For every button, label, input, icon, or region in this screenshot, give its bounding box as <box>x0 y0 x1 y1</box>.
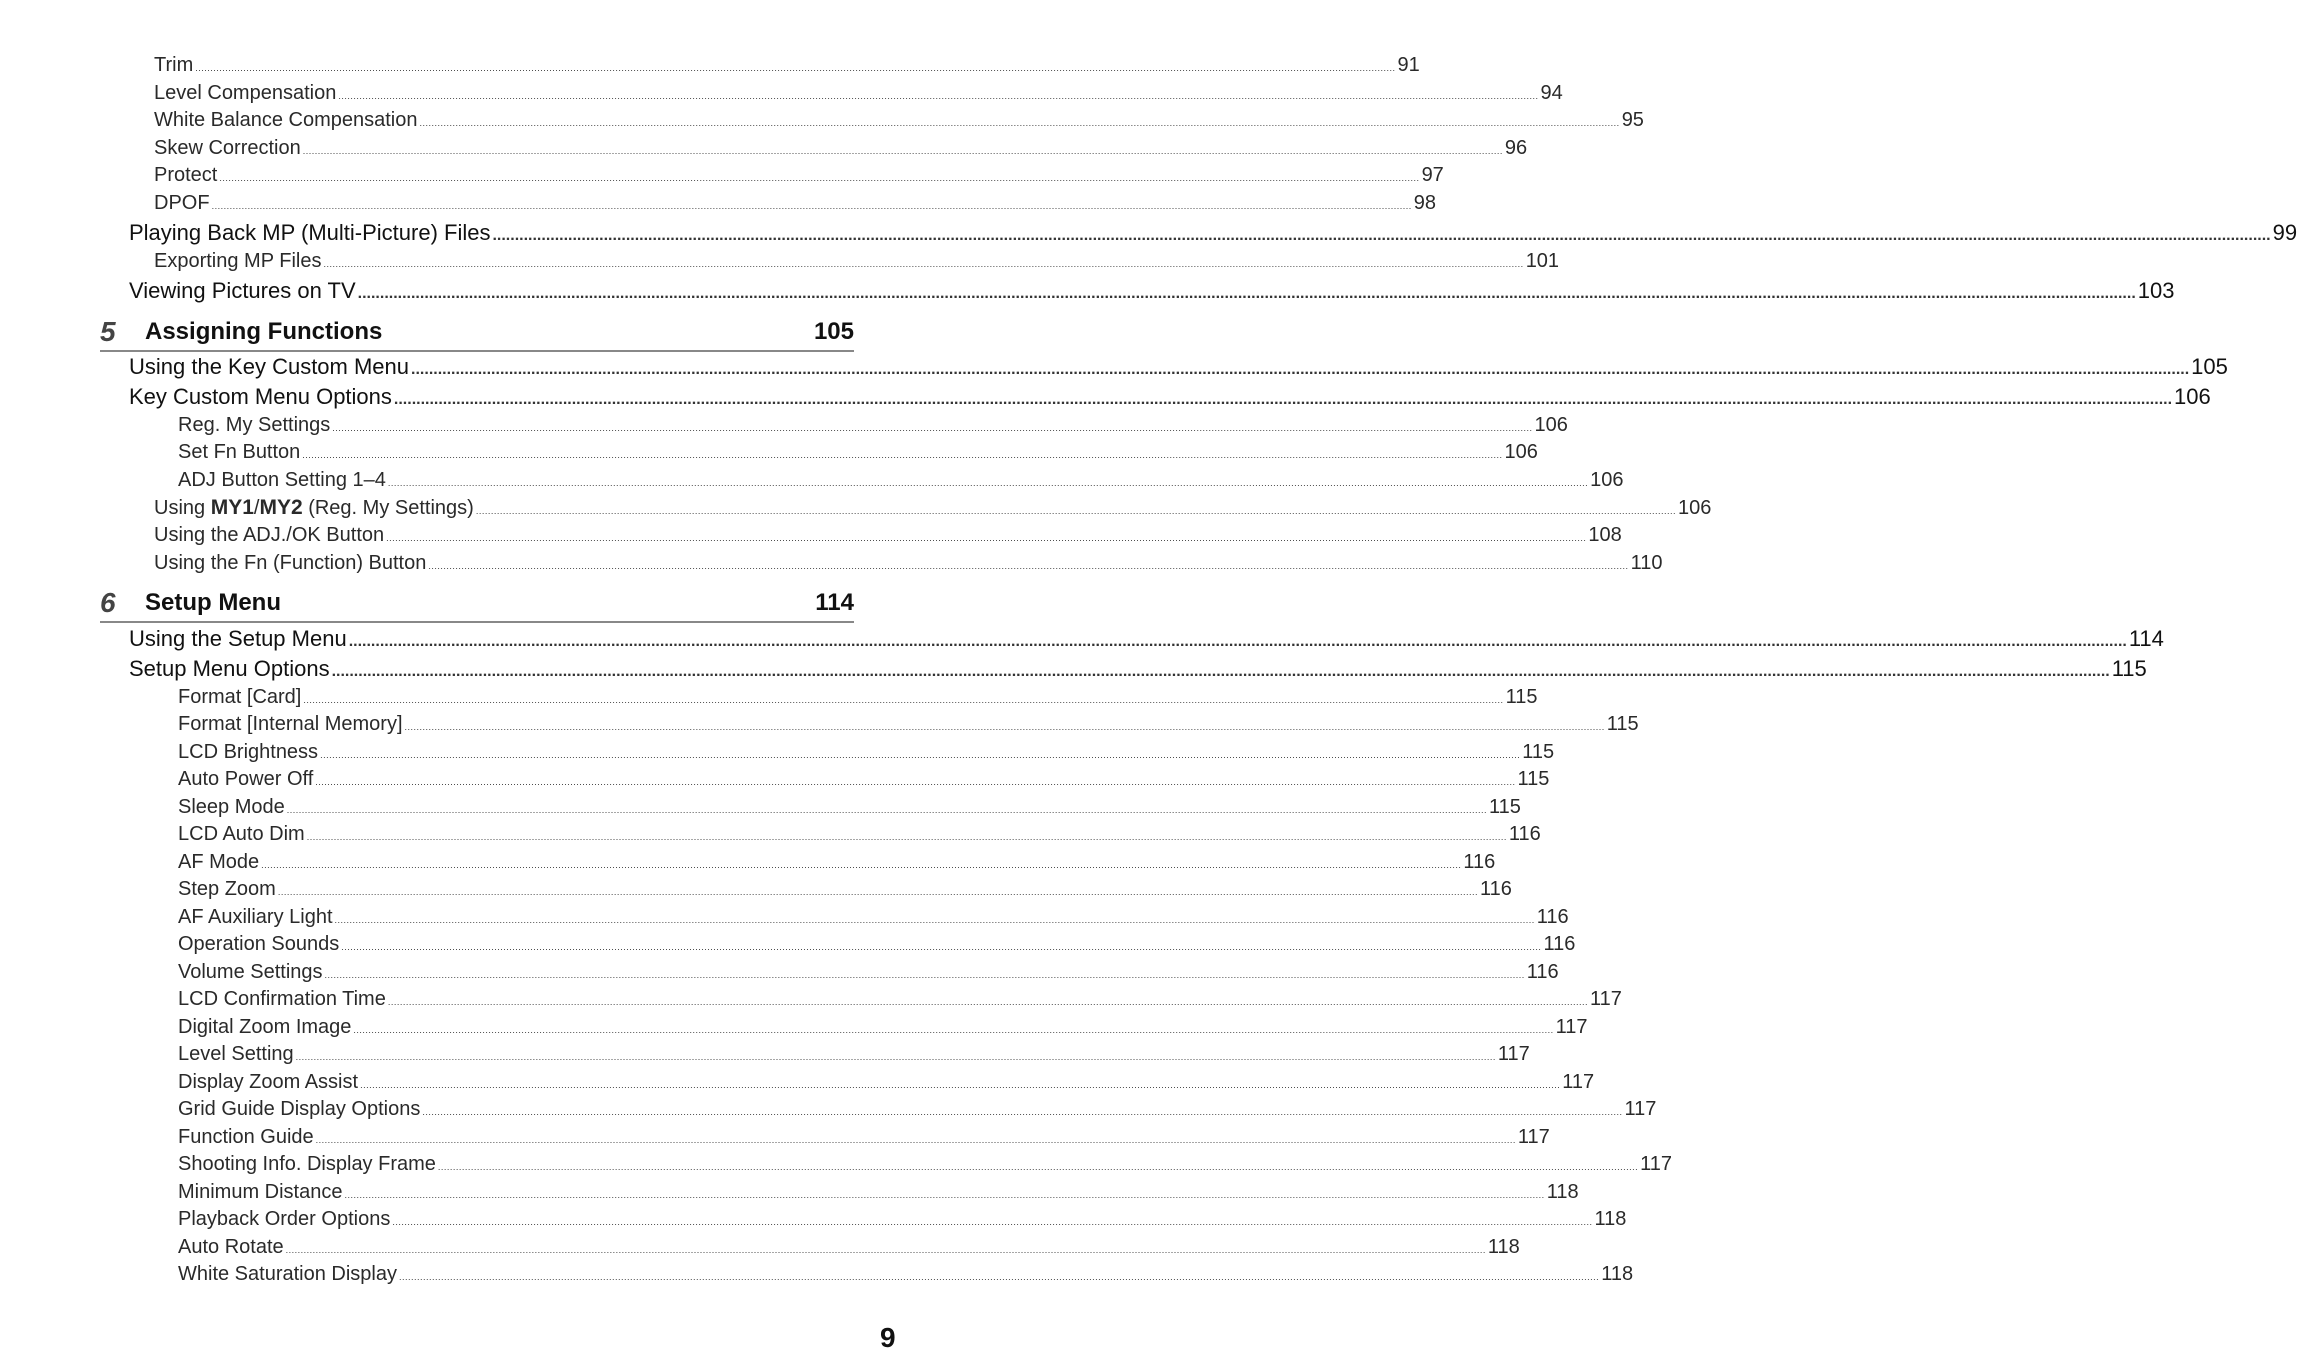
entry-page: 101 <box>1525 250 1560 272</box>
entry-title: Auto Power Off <box>178 768 314 790</box>
entry-page: 115 <box>1606 713 1639 735</box>
entry-page: 118 <box>1487 1236 1520 1258</box>
page-number: 9 <box>880 1322 896 1353</box>
leader-dots: ................................................................................................................................................................................................................................................................................................................................................................................................................ <box>320 750 1521 760</box>
toc-entry[interactable] <box>178 823 1541 846</box>
entry-page: 105 <box>2191 354 2228 379</box>
leader-dots: ................................................................................................................................................................................................................................................................................................................................................................................................................ <box>306 832 1507 842</box>
entry-title: Grid Guide Display Options <box>178 1098 421 1120</box>
toc-entry[interactable] <box>178 441 1538 464</box>
chapter-title: Assigning Functions <box>145 318 383 345</box>
leader-dots: ................................................................................................................................................................................................................................................................................................................................................................................................................ <box>386 533 1587 543</box>
toc-entry[interactable] <box>178 1098 1657 1121</box>
leader-dots: ................................................................................................................................................................................................................................................................................................................................................................................................................ <box>419 118 1620 128</box>
entry-title: AF Auxiliary Light <box>178 906 333 928</box>
chapter-number: 5 <box>100 316 116 347</box>
toc-entry[interactable] <box>178 988 1622 1011</box>
entry-page: 108 <box>1588 524 1622 546</box>
entry-title: Set Fn Button <box>178 441 301 463</box>
entry-title: Reg. My Settings <box>178 414 331 436</box>
entry-title: Playback Order Options <box>178 1208 391 1230</box>
slash: / <box>253 497 260 519</box>
leader-dots: ................................................................................................................................................................................................................................................................................................................................................................................................................ <box>211 201 1412 211</box>
toc-entry[interactable] <box>154 137 1528 160</box>
leader-dots: ................................................................................................................................................................................................................................................................................................................................................................................................................ <box>303 695 1504 705</box>
leader-dots: ................................................................................................................................................................................................................................................................................................................................................................................................................ <box>398 1272 1600 1282</box>
entry-title: Using the Key Custom Menu <box>129 354 410 379</box>
leader-dots: ................................................................................................................................................................................................................................................................................................................................................................................................................ <box>315 1135 1516 1145</box>
entry-title: Exporting MP Files <box>154 250 322 272</box>
entry-page: 116 <box>1463 851 1496 873</box>
chapter-page: 114 <box>815 589 854 616</box>
chapter-page: 105 <box>813 318 854 345</box>
entry-title: White Balance Compensation <box>154 109 418 131</box>
entry-title: DPOF <box>154 192 210 214</box>
entry-title: Key Custom Menu Options <box>129 384 392 409</box>
leader-dots: ................................................................................................................................................................................................................................................................................................................................................................................................................ <box>323 259 1524 269</box>
entry-title: White Saturation Display <box>178 1263 397 1285</box>
entry-title: Using the Setup Menu <box>129 626 347 651</box>
entry-page: 117 <box>1640 1153 1672 1175</box>
toc-entry[interactable] <box>178 768 1550 791</box>
leader-dots: ................................................................................................................................................................................................................................................................................................................................................................................................................ <box>286 805 1487 815</box>
leader-dots: ................................................................................................................................................................................................................................................................................................................................................................................................................ <box>261 860 1462 870</box>
toc-entry[interactable] <box>178 1263 1634 1286</box>
toc-entry[interactable] <box>178 1236 1520 1259</box>
toc-entry[interactable] <box>154 82 1563 105</box>
toc-entry[interactable] <box>129 220 2297 246</box>
entry-page: 117 <box>1624 1098 1657 1120</box>
entry-title: Viewing Pictures on TV <box>129 278 356 303</box>
toc-entry[interactable] <box>178 1153 1672 1176</box>
entry-page: 110 <box>1630 552 1663 574</box>
leader-dots: ................................................................................................................................................................................................................................................................................................................................................................................................................ <box>387 478 1589 488</box>
leader-dots: ................................................................................................................................................................................................................................................................................................................................................................................................................ <box>353 1025 1554 1035</box>
entry-page: 117 <box>1555 1016 1588 1038</box>
toc-entry[interactable] <box>178 796 1521 819</box>
my1-label: MY1 <box>210 496 254 519</box>
toc-entry[interactable] <box>178 1071 1595 1094</box>
entry-page: 115 <box>1517 768 1550 790</box>
entry-title: Volume Settings <box>178 961 323 983</box>
entry-title: Minimum Distance <box>178 1181 343 1203</box>
toc-entry[interactable] <box>154 164 1444 187</box>
toc-entry[interactable] <box>178 1208 1627 1231</box>
toc-entry[interactable] <box>154 192 1437 215</box>
entry-title: Sleep Mode <box>178 796 285 818</box>
entry-page: 118 <box>1601 1263 1634 1285</box>
toc-entry[interactable] <box>129 656 2147 682</box>
entry-page: 106 <box>2174 384 2211 409</box>
toc-entry[interactable] <box>178 1043 1530 1066</box>
entry-page: 103 <box>2137 278 2175 303</box>
toc-entry[interactable] <box>178 906 1569 929</box>
entry-title: Function Guide <box>178 1126 314 1148</box>
leader-dots: ................................................................................................................................................................................................................................................................................................................................................................................................................ <box>428 561 1629 571</box>
leader-dots: ................................................................................................................................................................................................................................................................................................................................................................................................................ <box>285 1245 1486 1255</box>
leader-dots: ................................................................................................................................................................................................................................................................................................................................................................................................................ <box>332 423 1533 433</box>
entry-page: 94 <box>1540 82 1563 104</box>
entry-title: Level Compensation <box>154 82 337 104</box>
leader-dots: ................................................................................................................................................................................................................................................................................................................................................................................................................ <box>437 1162 1639 1172</box>
toc-entry[interactable] <box>154 54 1420 77</box>
toc-entry[interactable] <box>129 384 2211 410</box>
toc-entry[interactable] <box>178 1181 1579 1204</box>
entry-title: Step Zoom <box>178 878 276 900</box>
chapter-number: 6 <box>100 587 116 618</box>
leader-dots: ................................................................................................................................................................................................................................................................................................................................................................................................................ <box>393 391 2173 408</box>
leader-dots: ................................................................................................................................................................................................................................................................................................................................................................................................................ <box>492 227 2271 244</box>
entry-page: 114 <box>2128 626 2164 651</box>
toc-entry[interactable] <box>178 878 1512 901</box>
my2-label: MY2 <box>259 496 303 519</box>
entry-title: Format [Internal Memory] <box>178 713 403 735</box>
entry-page: 96 <box>1504 137 1528 159</box>
toc-entry[interactable] <box>178 961 1559 984</box>
leader-dots: ................................................................................................................................................................................................................................................................................................................................................................................................................ <box>302 146 1503 156</box>
leader-dots: ................................................................................................................................................................................................................................................................................................................................................................................................................ <box>334 915 1535 925</box>
toc-entry[interactable] <box>154 250 1560 273</box>
entry-page: 95 <box>1621 109 1644 131</box>
leader-dots: ................................................................................................................................................................................................................................................................................................................................................................................................................ <box>404 722 1605 732</box>
toc-entry[interactable] <box>178 1016 1588 1039</box>
entry-page: 99 <box>2272 220 2297 245</box>
toc-entry[interactable] <box>178 414 1568 437</box>
entry-title: Digital Zoom Image <box>178 1016 352 1038</box>
toc-entry[interactable] <box>178 686 1538 709</box>
entry-page: 97 <box>1421 164 1444 186</box>
leader-dots: ................................................................................................................................................................................................................................................................................................................................................................................................................ <box>475 506 1677 516</box>
entry-title: LCD Brightness <box>178 741 319 763</box>
toc-entry[interactable] <box>178 1126 1550 1149</box>
entry-page: 91 <box>1397 54 1420 76</box>
leader-dots: ................................................................................................................................................................................................................................................................................................................................................................................................................ <box>387 997 1589 1007</box>
leader-dots: ................................................................................................................................................................................................................................................................................................................................................................................................................ <box>348 633 2127 650</box>
entry-page: 106 <box>1678 497 1712 519</box>
entry-title: Auto Rotate <box>178 1236 284 1258</box>
entry-title: Level Setting <box>178 1043 294 1065</box>
entry-page: 98 <box>1413 192 1437 214</box>
leader-dots: ................................................................................................................................................................................................................................................................................................................................................................................................................ <box>295 1052 1496 1062</box>
entry-title: Protect <box>154 164 218 186</box>
leader-dots: ................................................................................................................................................................................................................................................................................................................................................................................................................ <box>302 450 1503 460</box>
chapter-heading[interactable] <box>100 587 854 623</box>
leader-dots: ................................................................................................................................................................................................................................................................................................................................................................................................................ <box>341 942 1542 952</box>
entry-page: 117 <box>1590 988 1622 1010</box>
entry-page: 115 <box>1522 741 1555 763</box>
leader-dots: ................................................................................................................................................................................................................................................................................................................................................................................................................ <box>338 91 1539 101</box>
entry-title-suffix: (Reg. My Settings) <box>302 497 474 519</box>
entry-title: Operation Sounds <box>178 933 340 955</box>
entry-title: Skew Correction <box>154 137 301 159</box>
toc-entry[interactable] <box>129 626 2164 652</box>
toc-entry[interactable] <box>178 713 1639 736</box>
toc-entry[interactable] <box>154 524 1622 547</box>
entry-title <box>154 496 474 520</box>
entry-page: 116 <box>1508 823 1541 845</box>
leader-dots: ................................................................................................................................................................................................................................................................................................................................................................................................................ <box>324 970 1525 980</box>
toc-entry[interactable] <box>154 109 1644 132</box>
leader-dots: ................................................................................................................................................................................................................................................................................................................................................................................................................ <box>331 663 2110 680</box>
entry-title: Shooting Info. Display Frame <box>178 1153 436 1175</box>
entry-title: Playing Back MP (Multi-Picture) Files <box>129 220 491 245</box>
entry-title: Setup Menu Options <box>129 656 330 681</box>
entry-page: 106 <box>1534 414 1568 436</box>
entry-page: 115 <box>2111 656 2147 681</box>
entry-title: LCD Confirmation Time <box>178 988 386 1010</box>
entry-page: 106 <box>1590 469 1624 491</box>
entry-title: Format [Card] <box>178 686 302 708</box>
entry-title: Using the Fn (Function) Button <box>154 552 427 574</box>
entry-page: 116 <box>1543 933 1576 955</box>
entry-title-prefix: Using <box>154 497 211 519</box>
entry-page: 117 <box>1517 1126 1550 1148</box>
leader-dots: ................................................................................................................................................................................................................................................................................................................................................................................................................ <box>392 1217 1593 1227</box>
toc-entry[interactable] <box>129 354 2228 380</box>
toc-entry[interactable] <box>129 278 2175 304</box>
entry-page: 118 <box>1594 1208 1627 1230</box>
leader-dots: ................................................................................................................................................................................................................................................................................................................................................................................................................ <box>277 887 1479 897</box>
toc-entry[interactable] <box>178 741 1555 764</box>
toc-entry[interactable] <box>154 496 1712 520</box>
leader-dots: ................................................................................................................................................................................................................................................................................................................................................................................................................ <box>195 63 1396 73</box>
entry-page: 116 <box>1536 906 1569 928</box>
entry-title: Trim <box>154 54 194 76</box>
leader-dots: ................................................................................................................................................................................................................................................................................................................................................................................................................ <box>357 285 2136 302</box>
toc-entry[interactable] <box>178 933 1576 956</box>
entry-page: 115 <box>1488 796 1521 818</box>
entry-page: 116 <box>1480 878 1512 900</box>
leader-dots: ................................................................................................................................................................................................................................................................................................................................................................................................................ <box>219 173 1420 183</box>
leader-dots: ................................................................................................................................................................................................................................................................................................................................................................................................................ <box>315 777 1516 787</box>
entry-title: LCD Auto Dim <box>178 823 305 845</box>
leader-dots: ................................................................................................................................................................................................................................................................................................................................................................................................................ <box>360 1080 1561 1090</box>
entry-page: 118 <box>1546 1181 1579 1203</box>
entry-title: Using the ADJ./OK Button <box>154 524 385 546</box>
chapter-title: Setup Menu <box>145 589 281 616</box>
entry-page: 115 <box>1505 686 1538 708</box>
entry-page: 117 <box>1497 1043 1530 1065</box>
leader-dots: ................................................................................................................................................................................................................................................................................................................................................................................................................ <box>422 1107 1623 1117</box>
entry-title: AF Mode <box>178 851 260 873</box>
toc-entry[interactable] <box>154 552 1663 575</box>
entry-page: 117 <box>1562 1071 1595 1093</box>
entry-title: Display Zoom Assist <box>178 1071 359 1093</box>
leader-dots: ................................................................................................................................................................................................................................................................................................................................................................................................................ <box>344 1190 1545 1200</box>
leader-dots: ................................................................................................................................................................................................................................................................................................................................................................................................................ <box>411 361 2190 378</box>
entry-page: 106 <box>1504 441 1538 463</box>
entry-page: 116 <box>1526 961 1559 983</box>
toc-entry[interactable] <box>178 851 1496 874</box>
entry-title: ADJ Button Setting 1–4 <box>178 469 386 491</box>
toc-entry[interactable] <box>178 469 1624 492</box>
chapter-heading[interactable] <box>100 316 854 352</box>
